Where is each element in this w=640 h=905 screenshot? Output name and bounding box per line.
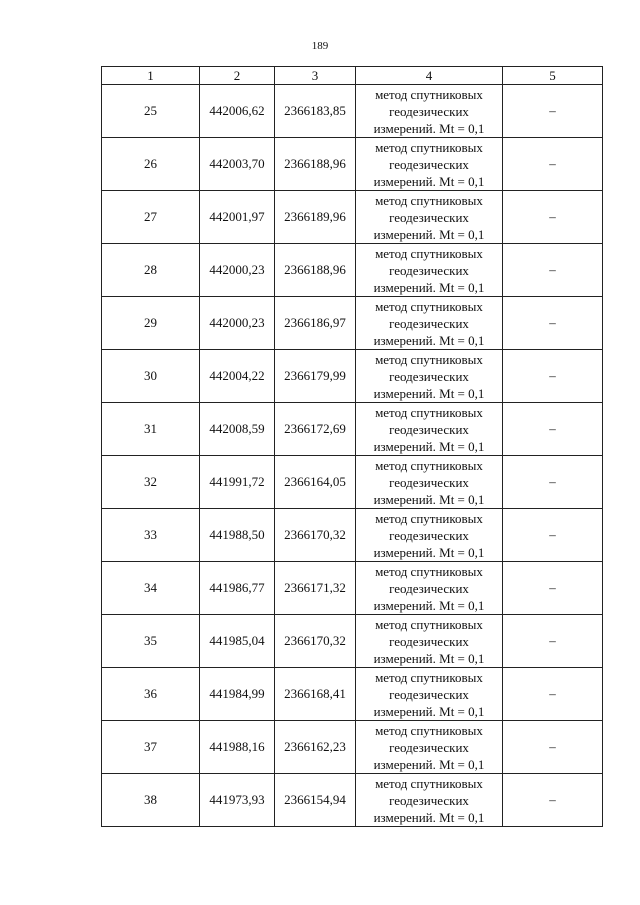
method-line: геодезических [389, 686, 469, 702]
table-body [102, 85, 603, 827]
coordinate-y: 2366183,85 [275, 85, 356, 138]
method-line: геодезических [389, 792, 469, 808]
coordinate-y: 2366172,69 [275, 403, 356, 456]
method-line: измерений. Mt = 0,1 [373, 756, 485, 772]
method-line: метод спутниковых [375, 510, 483, 526]
coordinate-x: 441988,50 [200, 509, 275, 562]
table-row [102, 138, 603, 191]
point-number: 30 [102, 350, 200, 403]
method-line: геодезических [389, 739, 469, 755]
method-line: метод спутниковых [375, 616, 483, 632]
column-5-value: – [503, 721, 603, 774]
column-5-value: – [503, 191, 603, 244]
table-row [102, 403, 603, 456]
method-line: геодезических [389, 633, 469, 649]
method-line: метод спутниковых [375, 86, 483, 102]
method-line: измерений. Mt = 0,1 [373, 120, 485, 136]
table-row [102, 721, 603, 774]
method-line: геодезических [389, 156, 469, 172]
point-number: 26 [102, 138, 200, 191]
method-description [356, 509, 503, 562]
method-description [356, 138, 503, 191]
point-number: 35 [102, 615, 200, 668]
table-row [102, 774, 603, 827]
coordinate-x: 442006,62 [200, 85, 275, 138]
method-line: метод спутниковых [375, 245, 483, 261]
header-col-2: 2 [200, 67, 275, 85]
method-line: геодезических [389, 527, 469, 543]
method-line: метод спутниковых [375, 775, 483, 791]
method-description [356, 774, 503, 827]
method-line: измерений. Mt = 0,1 [373, 650, 485, 666]
coordinate-y: 2366189,96 [275, 191, 356, 244]
coordinate-x: 442008,59 [200, 403, 275, 456]
method-line: метод спутниковых [375, 722, 483, 738]
method-description [356, 668, 503, 721]
method-line: метод спутниковых [375, 404, 483, 420]
method-line: геодезических [389, 421, 469, 437]
table-row [102, 191, 603, 244]
method-line: измерений. Mt = 0,1 [373, 385, 485, 401]
table-row [102, 615, 603, 668]
coordinate-x: 442001,97 [200, 191, 275, 244]
method-line: геодезических [389, 103, 469, 119]
point-number: 37 [102, 721, 200, 774]
point-number: 32 [102, 456, 200, 509]
coordinate-y: 2366164,05 [275, 456, 356, 509]
method-line: метод спутниковых [375, 192, 483, 208]
column-5-value: – [503, 85, 603, 138]
method-description [356, 562, 503, 615]
point-number: 27 [102, 191, 200, 244]
method-description [356, 456, 503, 509]
method-description [356, 403, 503, 456]
table-row [102, 297, 603, 350]
column-5-value: – [503, 668, 603, 721]
table-row [102, 456, 603, 509]
header-col-1: 1 [102, 67, 200, 85]
method-line: измерений. Mt = 0,1 [373, 597, 485, 613]
coordinate-y: 2366179,99 [275, 350, 356, 403]
point-number: 34 [102, 562, 200, 615]
method-line: измерений. Mt = 0,1 [373, 279, 485, 295]
method-description [356, 350, 503, 403]
column-5-value: – [503, 403, 603, 456]
method-description [356, 721, 503, 774]
point-number: 33 [102, 509, 200, 562]
coordinate-x: 441984,99 [200, 668, 275, 721]
method-line: метод спутниковых [375, 563, 483, 579]
table-row [102, 350, 603, 403]
coordinate-x: 442000,23 [200, 244, 275, 297]
method-line: измерений. Mt = 0,1 [373, 226, 485, 242]
point-number: 31 [102, 403, 200, 456]
point-number: 29 [102, 297, 200, 350]
coordinate-x: 442004,22 [200, 350, 275, 403]
method-line: метод спутниковых [375, 351, 483, 367]
point-number: 38 [102, 774, 200, 827]
method-line: метод спутниковых [375, 457, 483, 473]
method-line: метод спутниковых [375, 669, 483, 685]
method-line: измерений. Mt = 0,1 [373, 544, 485, 560]
method-line: метод спутниковых [375, 139, 483, 155]
column-5-value: – [503, 615, 603, 668]
coordinate-x: 442000,23 [200, 297, 275, 350]
coordinate-y: 2366162,23 [275, 721, 356, 774]
method-line: геодезических [389, 315, 469, 331]
method-line: измерений. Mt = 0,1 [373, 173, 485, 189]
column-5-value: – [503, 138, 603, 191]
point-number: 36 [102, 668, 200, 721]
coordinate-x: 441985,04 [200, 615, 275, 668]
coordinates-table [101, 66, 603, 827]
method-line: геодезических [389, 368, 469, 384]
table-row [102, 85, 603, 138]
column-5-value: – [503, 562, 603, 615]
coordinate-y: 2366188,96 [275, 244, 356, 297]
coordinate-y: 2366170,32 [275, 615, 356, 668]
method-line: геодезических [389, 474, 469, 490]
method-description [356, 191, 503, 244]
table-row [102, 562, 603, 615]
coordinate-y: 2366154,94 [275, 774, 356, 827]
header-col-5: 5 [503, 67, 603, 85]
method-line: измерений. Mt = 0,1 [373, 703, 485, 719]
table-row [102, 509, 603, 562]
column-5-value: – [503, 774, 603, 827]
point-number: 28 [102, 244, 200, 297]
coordinate-x: 441973,93 [200, 774, 275, 827]
method-line: измерений. Mt = 0,1 [373, 438, 485, 454]
coordinate-y: 2366188,96 [275, 138, 356, 191]
header-col-3: 3 [275, 67, 356, 85]
method-line: геодезических [389, 580, 469, 596]
column-5-value: – [503, 456, 603, 509]
method-line: метод спутниковых [375, 298, 483, 314]
column-5-value: – [503, 509, 603, 562]
method-description [356, 297, 503, 350]
column-5-value: – [503, 297, 603, 350]
table-row [102, 668, 603, 721]
coordinate-y: 2366171,32 [275, 562, 356, 615]
page-number: 189 [311, 40, 329, 52]
method-description [356, 244, 503, 297]
coordinate-x: 441991,72 [200, 456, 275, 509]
column-5-value: – [503, 244, 603, 297]
method-line: геодезических [389, 262, 469, 278]
method-line: измерений. Mt = 0,1 [373, 491, 485, 507]
coordinate-x: 442003,70 [200, 138, 275, 191]
table-row [102, 244, 603, 297]
coordinate-y: 2366170,32 [275, 509, 356, 562]
method-description [356, 85, 503, 138]
coordinate-x: 441988,16 [200, 721, 275, 774]
coordinate-x: 441986,77 [200, 562, 275, 615]
header-row [102, 67, 603, 85]
method-description [356, 615, 503, 668]
table-header [102, 67, 603, 85]
coordinate-y: 2366168,41 [275, 668, 356, 721]
header-col-4: 4 [356, 67, 503, 85]
point-number: 25 [102, 85, 200, 138]
method-line: геодезических [389, 209, 469, 225]
method-line: измерений. Mt = 0,1 [373, 809, 485, 825]
method-line: измерений. Mt = 0,1 [373, 332, 485, 348]
column-5-value: – [503, 350, 603, 403]
coordinate-y: 2366186,97 [275, 297, 356, 350]
